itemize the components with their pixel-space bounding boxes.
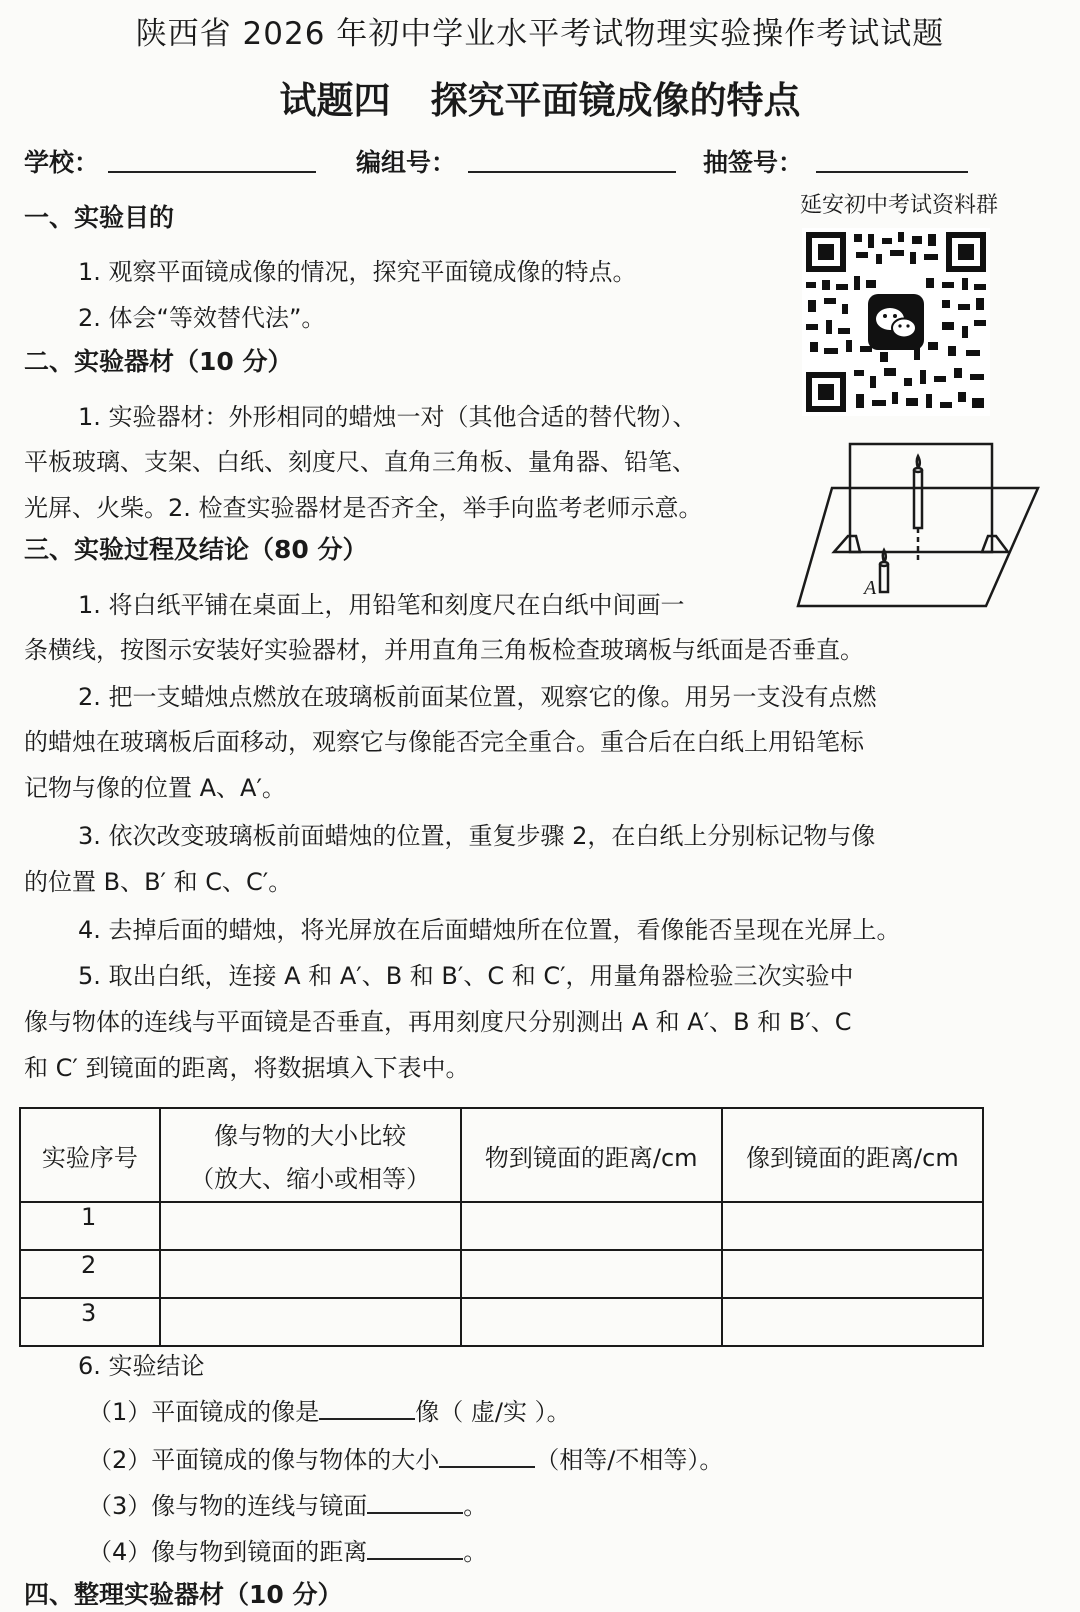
section1-heading: 一、实验目的	[24, 203, 175, 232]
qr-code[interactable]	[802, 228, 990, 416]
image-candle	[914, 470, 922, 528]
section3-line-7: 的位置 B、B′ 和 C、C′。	[24, 868, 293, 896]
object-distance-cell[interactable]	[461, 1298, 722, 1346]
table-row	[20, 1250, 983, 1298]
table-row	[20, 1202, 983, 1250]
data-table	[19, 1107, 984, 1347]
lot-field[interactable]	[816, 171, 968, 173]
section3-line-5: 记物与像的位置 A、A′。	[24, 774, 286, 802]
conclusion-2-suffix: （相等/不相等）。	[535, 1446, 724, 1474]
topic-number: 试题四	[279, 79, 391, 122]
conclusion-2-prefix: （2）平面镜成的像与物体的大小	[88, 1446, 440, 1474]
section3-line-11: 和 C′ 到镜面的距离，将数据填入下表中。	[24, 1054, 470, 1082]
conclusion-2-blank[interactable]	[439, 1444, 535, 1468]
conclusion-1-suffix: 像（ 虚/实 ）。	[415, 1398, 571, 1426]
header-object-distance: 物到镜面的距离/cm	[461, 1108, 722, 1202]
conclusion-4-blank[interactable]	[367, 1536, 463, 1560]
image-distance-cell[interactable]	[722, 1250, 983, 1298]
section4-heading: 四、整理实验器材（10 分）	[24, 1580, 343, 1609]
conclusion-item-1	[88, 1392, 571, 1427]
section3-line-4: 的蜡烛在玻璃板后面移动，观察它与像能否完全重合。重合后在白纸上用铅笔标	[24, 728, 864, 756]
header-image-distance: 像到镜面的距离/cm	[722, 1108, 983, 1202]
point-a-label: A	[864, 577, 877, 599]
object-distance-cell[interactable]	[461, 1250, 722, 1298]
section3-heading: 三、实验过程及结论（80 分）	[24, 535, 368, 564]
right-stand	[982, 536, 1008, 552]
image-distance-cell[interactable]	[722, 1202, 983, 1250]
section3-line-10: 像与物体的连线与平面镜是否垂直，再用刻度尺分别测出 A 和 A′、B 和 B′、C	[24, 1008, 852, 1036]
header-size-line-2: （放大、缩小或相等）	[190, 1165, 431, 1193]
size-comparison-cell[interactable]	[160, 1250, 461, 1298]
conclusion-item-2	[88, 1440, 723, 1475]
section1-line-1: 1. 观察平面镜成像的情况，探究平面镜成像的特点。	[78, 258, 637, 286]
conclusion-4-suffix: 。	[463, 1538, 488, 1566]
topic-name: 探究平面镜成像的特点	[430, 79, 801, 122]
conclusion-3-suffix: 。	[463, 1492, 488, 1520]
section3-line-8: 4. 去掉后面的蜡烛，将光屏放在后面蜡烛所在位置，看像能否呈现在光屏上。	[78, 916, 901, 944]
table-row	[20, 1298, 983, 1346]
section3-line-1: 1. 将白纸平铺在桌面上，用铅笔和刻度尺在白纸中间画一	[78, 591, 685, 619]
image-distance-cell[interactable]	[722, 1298, 983, 1346]
object-distance-cell[interactable]	[461, 1202, 722, 1250]
size-comparison-cell[interactable]	[160, 1202, 461, 1250]
section3-line-9: 5. 取出白纸，连接 A 和 A′、B 和 B′、C 和 C′，用量角器检验三次实验中	[78, 962, 854, 990]
left-stand	[834, 536, 860, 552]
school-label: 学校：	[24, 148, 100, 177]
conclusion-item-4	[88, 1532, 487, 1567]
conclusion-1-prefix: （1）平面镜成的像是	[88, 1398, 320, 1426]
section2-heading: 二、实验器材（10 分）	[24, 347, 293, 376]
section3-line-2: 条横线，按图示安装好实验器材，并用直角三角板检查玻璃板与纸面是否垂直。	[24, 636, 864, 664]
object-candle	[880, 564, 888, 592]
section3-line-3: 2. 把一支蜡烛点燃放在玻璃板前面某位置，观察它的像。用另一支没有点燃	[78, 683, 877, 711]
section2-line-1: 1. 实验器材：外形相同的蜡烛一对（其他合适的替代物）、	[78, 403, 697, 431]
school-field[interactable]	[108, 171, 316, 173]
section2-line-3: 光屏、火柴。2. 检查实验器材是否齐全，举手向监考老师示意。	[24, 494, 703, 522]
section1-line-2: 2. 体会“等效替代法”。	[78, 304, 326, 332]
conclusion-3-prefix: （3）像与物的连线与镜面	[88, 1492, 368, 1520]
qr-caption: 延安初中考试资料群	[800, 193, 999, 218]
lot-label: 抽签号：	[703, 148, 804, 177]
trial-number-cell: 1	[20, 1202, 160, 1250]
conclusion-item-3	[88, 1486, 487, 1521]
header-size-line-1: 像与物的大小比较	[214, 1122, 407, 1150]
conclusion-1-blank[interactable]	[319, 1396, 415, 1420]
section2-line-2: 平板玻璃、支架、白纸、刻度尺、直角三角板、量角器、铅笔、	[24, 448, 696, 476]
exam-title: 陕西省 2026 年初中学业水平考试物理实验操作考试试题	[135, 16, 945, 52]
group-field[interactable]	[468, 171, 676, 173]
group-label: 编组号：	[356, 148, 457, 177]
conclusion-title: 6. 实验结论	[78, 1352, 205, 1380]
topic-title	[0, 70, 1080, 124]
conclusion-3-blank[interactable]	[367, 1490, 463, 1514]
trial-number-cell: 2	[20, 1250, 160, 1298]
conclusion-4-prefix: （4）像与物到镜面的距离	[88, 1538, 368, 1566]
section3-line-6: 3. 依次改变玻璃板前面蜡烛的位置，重复步骤 2，在白纸上分别标记物与像	[78, 822, 876, 850]
header-size-comparison	[160, 1108, 461, 1202]
trial-number-cell: 3	[20, 1298, 160, 1346]
header-trial-number: 实验序号	[20, 1108, 160, 1202]
size-comparison-cell[interactable]	[160, 1298, 461, 1346]
experiment-diagram	[796, 440, 1058, 620]
